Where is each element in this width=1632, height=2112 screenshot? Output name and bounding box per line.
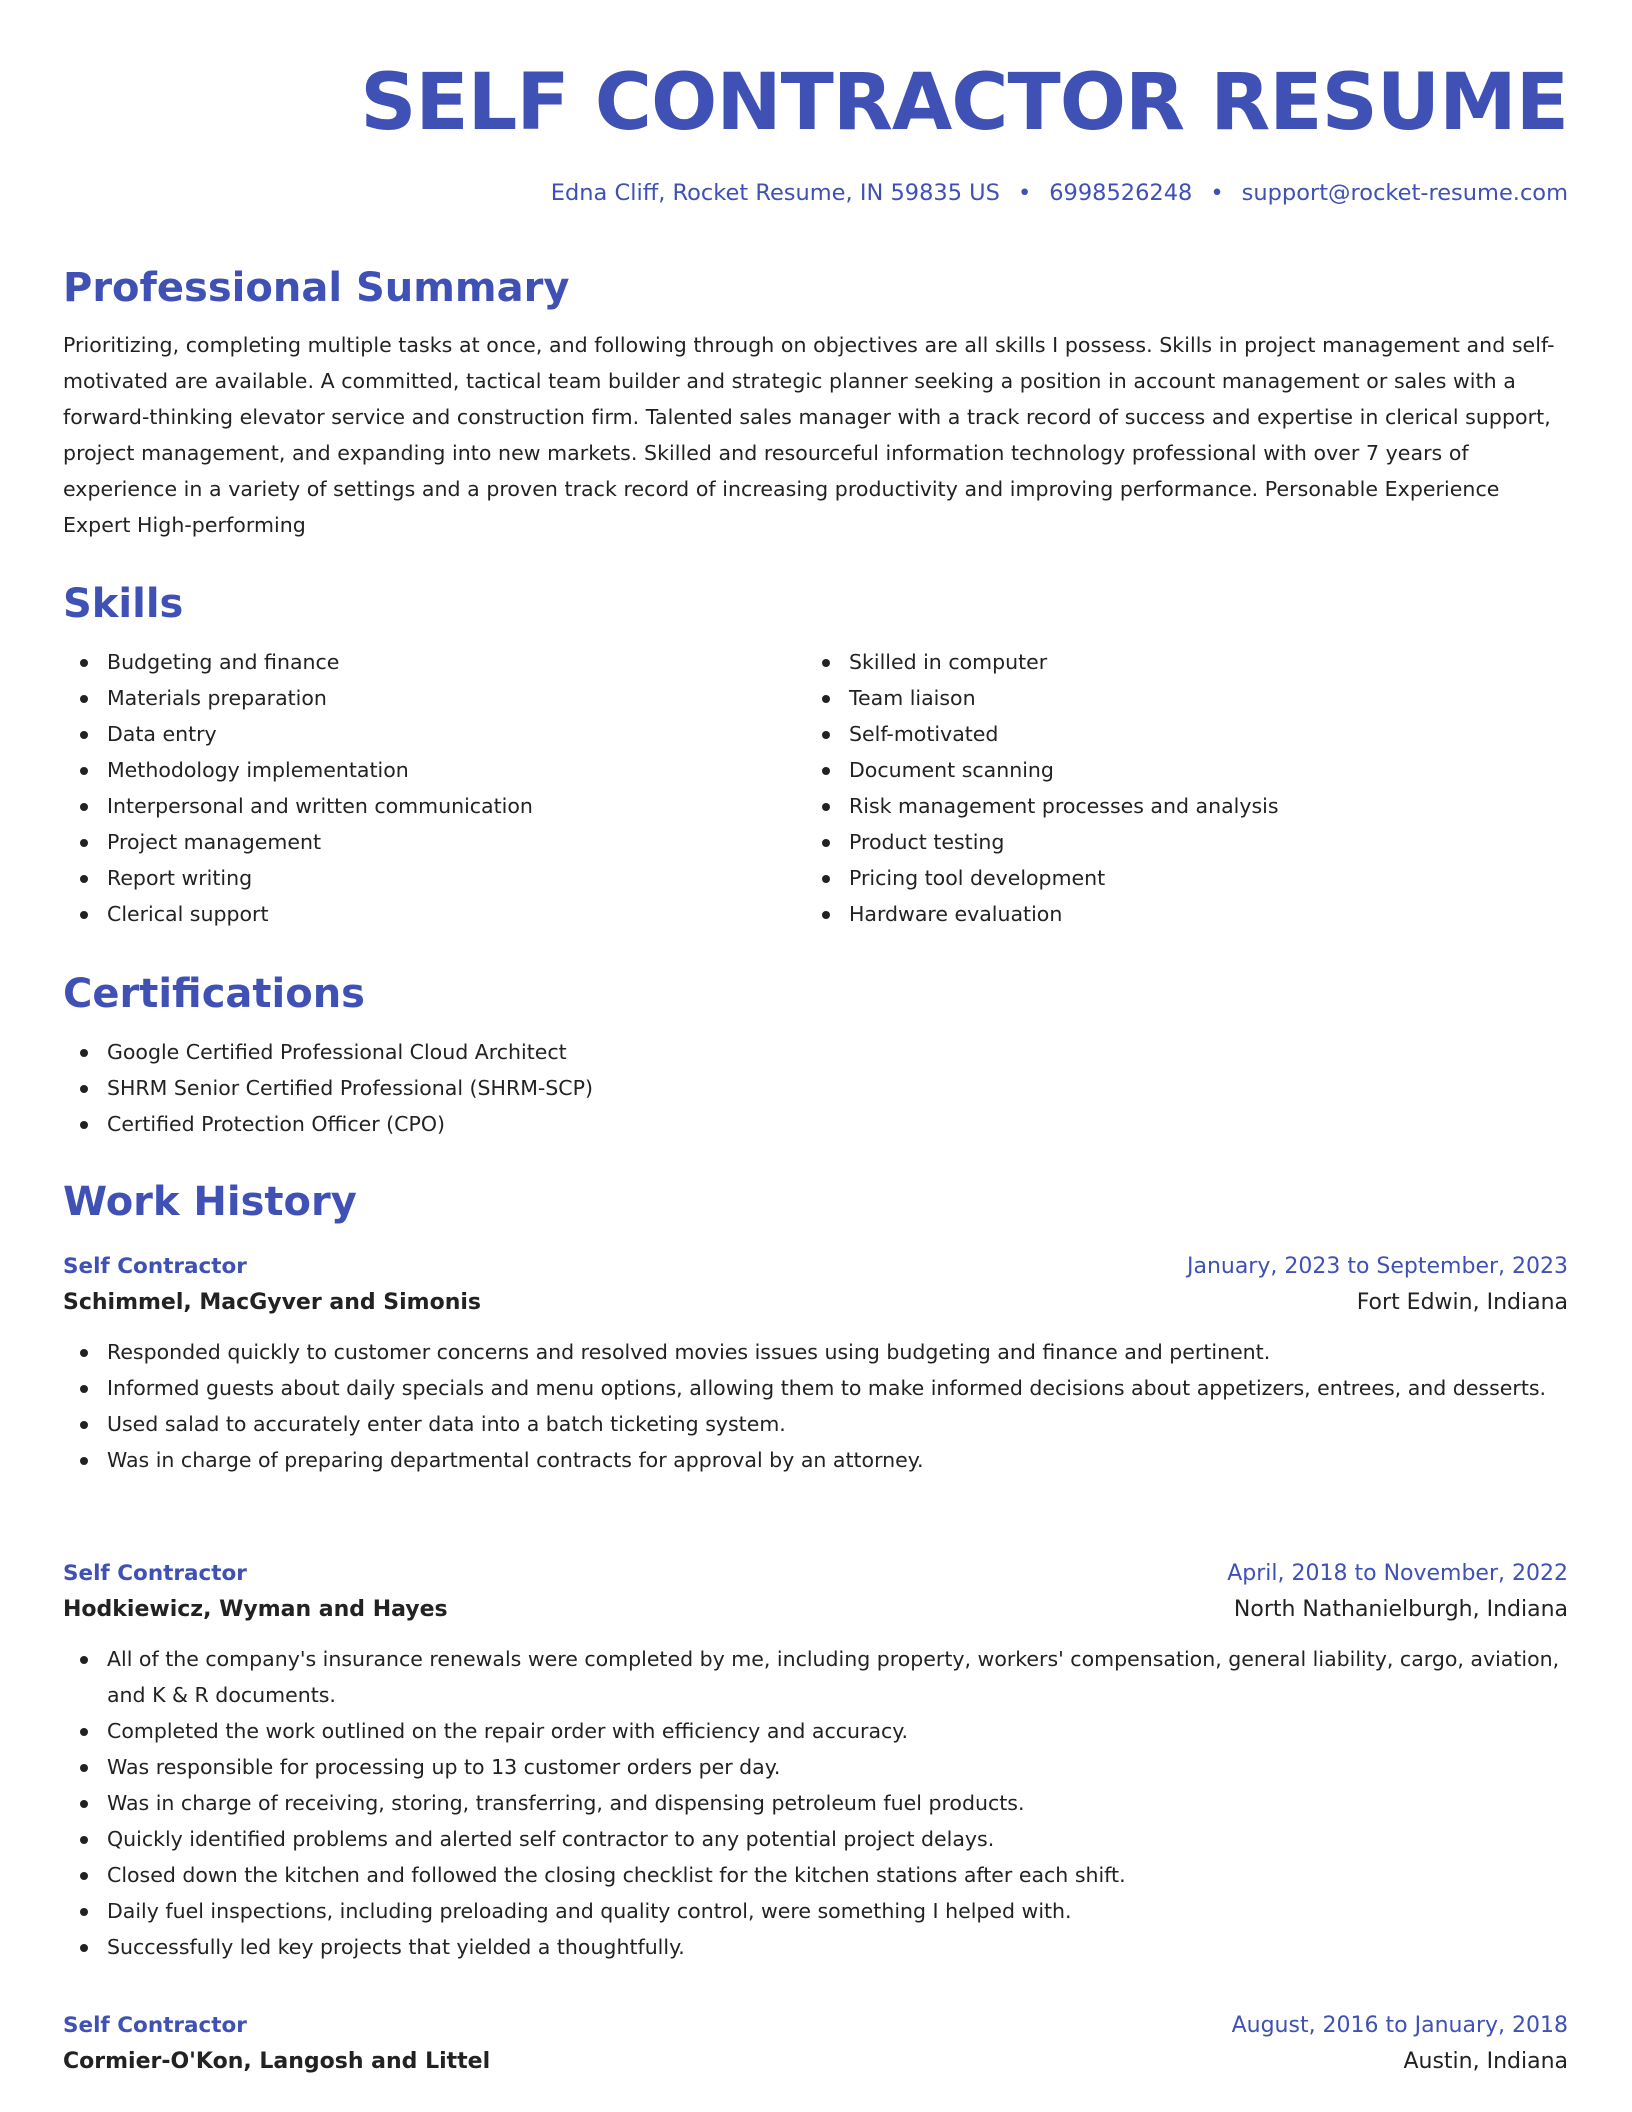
skill-item: Hardware evaluation (805, 896, 1547, 932)
job-entry (63, 1250, 1568, 1478)
work-history-heading: Work History (63, 1179, 357, 1225)
job-header (63, 2009, 1568, 2043)
contact-email: support@rocket-resume.com (1241, 180, 1568, 206)
job-duty-item: Closed down the kitchen and followed the closing checklist for the kitchen stations after each shift. (63, 1857, 1568, 1893)
skill-item: Methodology implementation (63, 752, 805, 788)
skill-item: Risk management processes and analysis (805, 788, 1547, 824)
skills-heading: Skills (63, 581, 184, 627)
job-dates: August, 2016 to January, 2018 (1231, 2013, 1568, 2038)
certification-item: Google Certified Professional Cloud Architect (63, 1034, 1568, 1070)
skill-item: Product testing (805, 824, 1547, 860)
skill-item: Materials preparation (63, 680, 805, 716)
contact-separator: • (1210, 180, 1224, 206)
job-duty-item: Informed guests about daily specials and menu options, allowing them to make informed decisions about appetizers, entrees, and desserts. (63, 1370, 1568, 1406)
job-duties (63, 1334, 1568, 1478)
job-duty-item: All of the company's insurance renewals were completed by me, including property, workers' compensation, general liability, cargo, aviation, and K & R documents. (63, 1641, 1568, 1713)
job-dates: January, 2023 to September, 2023 (1186, 1254, 1568, 1279)
job-duty-item: Was responsible for processing up to 13 customer orders per day. (63, 1749, 1568, 1785)
job-duty-item: Quickly identified problems and alerted self contractor to any potential project delays. (63, 1821, 1568, 1857)
skill-item: Report writing (63, 860, 805, 896)
job-subheader (63, 1284, 1568, 1322)
summary-heading: Professional Summary (63, 265, 570, 311)
job-company: Cormier-O'Kon, Langosh and Littel (63, 2049, 491, 2074)
skill-item: Budgeting and finance (63, 644, 805, 680)
job-location: Fort Edwin, Indiana (1356, 1290, 1568, 1315)
skill-item: Pricing tool development (805, 860, 1547, 896)
job-duty-item: Used salad to accurately enter data into a batch ticketing system. (63, 1406, 1568, 1442)
job-entry (63, 2009, 1568, 2081)
job-entry (63, 1557, 1568, 1965)
work-history-section (63, 1176, 1568, 1228)
summary-text: Prioritizing, completing multiple tasks at once, and following through on objectives are all skills I possess. Skills in project management and self-motivated are available. A committed, tactical team builder and strategic planner seeking a position in account management or sales with a forward-thinking elevator service and construction firm. Talented sales manager with a track record of success and expertise in clerical support, project management, and expanding into new markets. Skilled and resourceful information technology professional with over 7 years of experience in a variety of settings and a proven track record of increasing productivity and improving performance. Personable Experience Expert High-performing (63, 333, 1555, 537)
skill-item: Skilled in computer (805, 644, 1547, 680)
skills-list-left (63, 644, 805, 932)
job-duty-item: Was in charge of preparing departmental contracts for approval by an attorney. (63, 1442, 1568, 1478)
skill-item: Clerical support (63, 896, 805, 932)
job-duties (63, 1641, 1568, 1965)
job-duty-item: Daily fuel inspections, including preloading and quality control, were something I helped with. (63, 1893, 1568, 1929)
job-duty-item: Responded quickly to customer concerns and resolved movies issues using budgeting and finance and pertinent. (63, 1334, 1568, 1370)
job-company: Schimmel, MacGyver and Simonis (63, 1290, 481, 1315)
skills-columns (63, 644, 1568, 932)
skill-item: Team liaison (805, 680, 1547, 716)
certification-item: Certified Protection Officer (CPO) (63, 1106, 1568, 1142)
job-location: Austin, Indiana (1403, 2049, 1568, 2074)
contact-address: Edna Cliff, Rocket Resume, IN 59835 US (550, 180, 1000, 206)
summary-section (63, 262, 1568, 543)
job-title: Self Contractor (63, 1561, 247, 1586)
contact-phone: 6998526248 (1049, 180, 1193, 206)
skill-item: Data entry (63, 716, 805, 752)
contact-line (551, 180, 1568, 206)
job-company: Hodkiewicz, Wyman and Hayes (63, 1597, 448, 1622)
job-title: Self Contractor (63, 1254, 247, 1279)
skill-item: Interpersonal and written communication (63, 788, 805, 824)
job-duty-item: Completed the work outlined on the repair order with efficiency and accuracy. (63, 1713, 1568, 1749)
resume-title: SELF CONTRACTOR RESUME (360, 58, 1568, 148)
skill-item: Document scanning (805, 752, 1547, 788)
skill-item: Project management (63, 824, 805, 860)
certification-item: SHRM Senior Certified Professional (SHRM-SCP) (63, 1070, 1568, 1106)
job-duty-item: Was in charge of receiving, storing, transferring, and dispensing petroleum fuel products. (63, 1785, 1568, 1821)
certifications-section (63, 968, 1568, 1142)
skill-item: Self-motivated (805, 716, 1547, 752)
job-header (63, 1250, 1568, 1284)
skills-list-right (805, 644, 1547, 932)
job-header (63, 1557, 1568, 1591)
certifications-list (63, 1034, 1568, 1142)
job-subheader (63, 2043, 1568, 2081)
skills-section (63, 578, 1568, 932)
job-subheader (63, 1591, 1568, 1629)
job-title: Self Contractor (63, 2013, 247, 2038)
certifications-heading: Certifications (63, 971, 365, 1017)
contact-separator: • (1017, 180, 1032, 206)
job-dates: April, 2018 to November, 2022 (1227, 1561, 1568, 1586)
job-duty-item: Successfully led key projects that yielded a thoughtfully. (63, 1929, 1568, 1965)
job-location: North Nathanielburgh, Indiana (1233, 1597, 1568, 1622)
